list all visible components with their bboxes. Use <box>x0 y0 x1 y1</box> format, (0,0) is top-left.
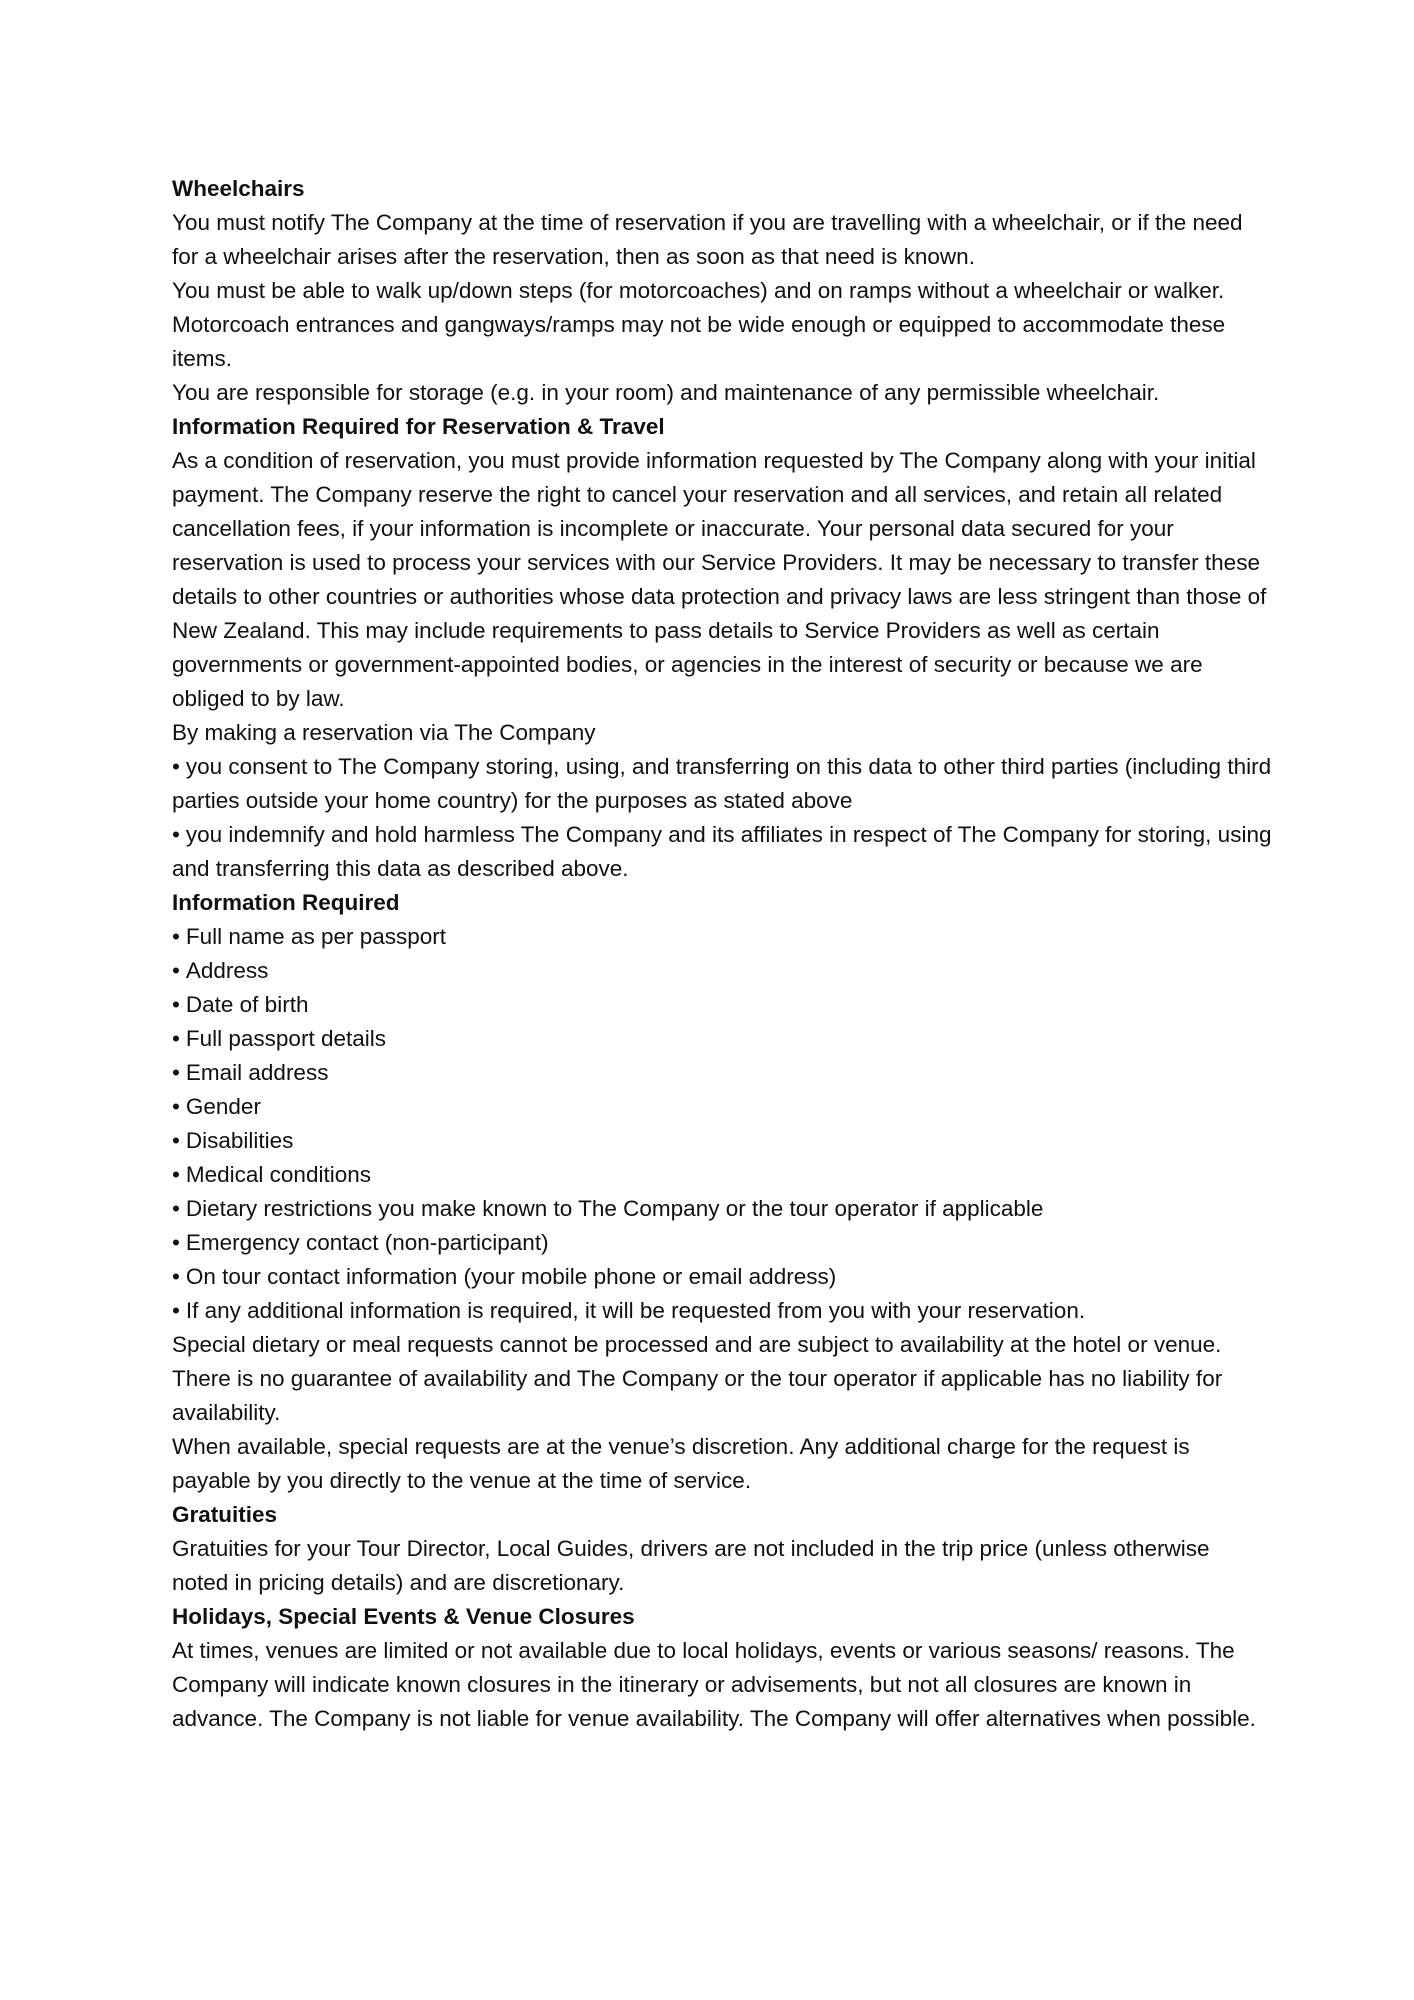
section-heading-information-required: Information Required <box>172 890 400 915</box>
paragraph: As a condition of reservation, you must provide information requested by The Company along with your initial payment. The Company reserve the right to cancel your reservation and all services, and retain all related cancellation fees, if your information is incomplete or inaccurate. Your personal data secured for your reservation is used to process your services with our Service Providers. It may be necessary to transfer these details to other countries or authorities whose data protection and privacy laws are less stringent than those of New Zealand. This may include requirements to pass details to Service Providers as well as certain governments or government-appointed bodies, or agencies in the interest of security or because we are obliged to by law. <box>172 448 1267 711</box>
list-item-text: Gender <box>185 1094 261 1119</box>
list-item-text: Email address <box>185 1060 329 1085</box>
list-item <box>172 954 1272 988</box>
section-heading-information-required-for-reservation: Information Required for Reservation & Travel <box>172 414 665 439</box>
paragraph: You are responsible for storage (e.g. in your room) and maintenance of any permissible wheelchair. <box>172 380 1160 405</box>
list-item-text: Address <box>185 958 269 983</box>
list-item <box>172 1294 1272 1328</box>
list-item-text: Full name as per passport <box>185 924 447 949</box>
list-item <box>172 1056 1272 1090</box>
bullet: • <box>172 1264 180 1289</box>
paragraph: When available, special requests are at the venue’s discretion. Any additional charge for the request is payable by you directly to the venue at the time of service. <box>172 1434 1190 1493</box>
bullet: • <box>172 992 180 1017</box>
bullet: • <box>172 822 180 847</box>
list-item-text: you indemnify and hold harmless The Company and its affiliates in respect of The Company for storing, using and transferring this data as described above. <box>172 822 1272 881</box>
list-item <box>172 750 1272 818</box>
list-item <box>172 1022 1272 1056</box>
paragraph: Gratuities for your Tour Director, Local Guides, drivers are not included in the trip price (unless otherwise noted in pricing details) and are discretionary. <box>172 1536 1210 1595</box>
list-item-text: If any additional information is required, it will be requested from you with your reservation. <box>185 1298 1086 1323</box>
list-item-text: Emergency contact (non-participant) <box>185 1230 549 1255</box>
list-item <box>172 1090 1272 1124</box>
paragraph: Special dietary or meal requests cannot be processed and are subject to availability at the hotel or venue. There is no guarantee of availability and The Company or the tour operator if applicable has no liability for availability. <box>172 1332 1223 1425</box>
list-item <box>172 988 1272 1022</box>
list-item <box>172 1124 1272 1158</box>
bullet: • <box>172 1128 180 1153</box>
bullet: • <box>172 1162 180 1187</box>
list-item-text: Disabilities <box>185 1128 294 1153</box>
bullet: • <box>172 1230 180 1255</box>
bullet: • <box>172 1060 180 1085</box>
paragraph: At times, venues are limited or not available due to local holidays, events or various seasons/ reasons. The Company will indicate known closures in the itinerary or advisements, but not all closures are known in advance. The Company is not liable for venue availability. The Company will offer alternatives when possible. <box>172 1638 1256 1731</box>
bullet: • <box>172 924 180 949</box>
list-item <box>172 1158 1272 1192</box>
paragraph: By making a reservation via The Company <box>172 720 596 745</box>
list-item-text: On tour contact information (your mobile phone or email address) <box>185 1264 837 1289</box>
bullet: • <box>172 1298 180 1323</box>
bullet: • <box>172 754 180 779</box>
document-page <box>172 172 1272 1736</box>
list-item-text: Medical conditions <box>185 1162 371 1187</box>
list-item <box>172 1226 1272 1260</box>
paragraph: You must notify The Company at the time of reservation if you are travelling with a wheelchair, or if the need for a wheelchair arises after the reservation, then as soon as that need is known. <box>172 210 1243 269</box>
section-heading-wheelchairs: Wheelchairs <box>172 176 305 201</box>
section-heading-holidays-special-events: Holidays, Special Events & Venue Closures <box>172 1604 635 1629</box>
list-item-text: Dietary restrictions you make known to The Company or the tour operator if applicable <box>185 1196 1044 1221</box>
list-item <box>172 818 1272 886</box>
list-item <box>172 1192 1272 1226</box>
list-item <box>172 1260 1272 1294</box>
list-item-text: Date of birth <box>185 992 309 1017</box>
bullet: • <box>172 1094 180 1119</box>
list-item-text: Full passport details <box>185 1026 386 1051</box>
bullet: • <box>172 1026 180 1051</box>
bullet: • <box>172 1196 180 1221</box>
paragraph: You must be able to walk up/down steps (for motorcoaches) and on ramps without a wheelchair or walker. Motorcoach entrances and gangways/ramps may not be wide enough or equipped to accommodate these items. <box>172 278 1226 371</box>
section-heading-gratuities: Gratuities <box>172 1502 278 1527</box>
bullet: • <box>172 958 180 983</box>
list-item <box>172 920 1272 954</box>
list-item-text: you consent to The Company storing, using, and transferring on this data to other third parties (including third parties outside your home country) for the purposes as stated above <box>172 754 1272 813</box>
